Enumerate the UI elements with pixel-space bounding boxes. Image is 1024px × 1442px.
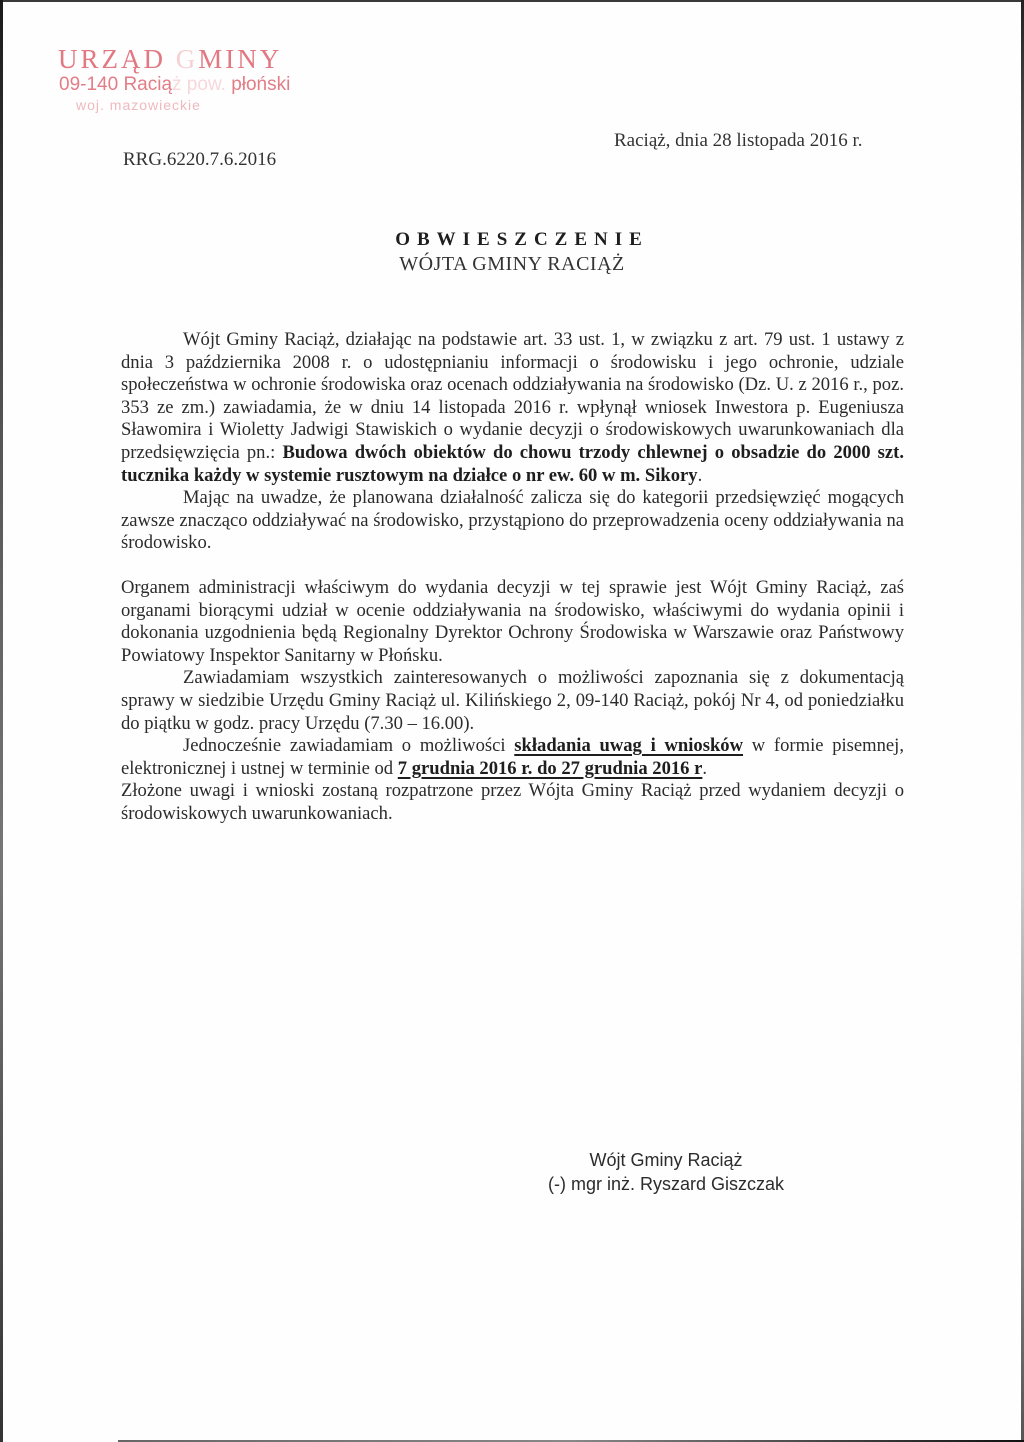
scan-edge-left: [0, 0, 3, 1442]
paragraph-assessment: Mając na uwadze, że planowana działalność zalicza się do kategorii przedsięwzięć mogących zawsze znacząco oddziaływać na środowisko, przystąpiono do przeprowadzenia oceny oddziaływania na środowisko.: [121, 487, 904, 554]
document-title: OBWIESZCZENIE: [395, 229, 649, 250]
paragraph-consideration: Złożone uwagi i wnioski zostaną rozpatrzone przez Wójta Gminy Raciąż przed wydaniem decyzji o środowiskowych uwarunkowaniach.: [121, 780, 904, 824]
comments-deadline: 7 grudnia 2016 r. do 27 grudnia 2016 r: [397, 757, 703, 779]
paragraph-text: .: [697, 464, 703, 486]
signatory-title: Wójt Gminy Raciąż: [589, 1150, 743, 1170]
office-stamp: [58, 44, 290, 114]
paragraph-text: w formie pisemnej, elektronicznej i ustnej w terminie od: [121, 735, 904, 779]
stamp-voivodeship: woj. mazowieckie: [76, 97, 201, 113]
reference-number: RRG.6220.7.6.2016: [123, 149, 277, 170]
paragraph-authorities: Organem administracji właściwym do wydania decyzji w tej sprawie jest Wójt Gminy Raciąż, zaś organami biorącymi udział w ocenie oddziaływania na środowisko, właściwymi do wydania opinii i dokonania uzgodnienia będą Regionalny Dyrektor Ochrony Środowiska w Warszawie oraz Państwowy Powiatowy Inspektor Sanitarny w Płońsku.: [121, 576, 904, 666]
signatory-name: (-) mgr inż. Ryszard Giszczak: [548, 1174, 785, 1194]
stamp-text-faded: G: [175, 44, 199, 74]
paragraph-documentation-access: Zawiadamiam wszystkich zainteresowanych o możliwości zapoznania się z dokumentacją sprawy w siedzibie Urzędu Gminy Raciąż ul. Kilińskiego 2, 09-140 Raciąż, pokój Nr 4, od poniedziałku do piątku w godz. pracy Urzędu (7.30 – 16.00).: [121, 667, 904, 734]
project-name: Budowa dwóch obiektów do chowu trzody chlewnej o obsadzie do 2000 szt. tucznika każdy w systemie rusztowym na działce o nr ew. 60 w m. Sikory: [121, 441, 904, 486]
paragraph-text: Wójt Gminy Raciąż, działając na podstawie art. 33 ust. 1, w związku z art. 79 ust. 1 ustawy z dnia 3 października 2008 r. o udostępnianiu informacji o środowisku i jego ochronie, udziale społeczeństwa w ochronie środowiska oraz ocenach oddziaływania na środowisko (Dz. U. z 2016 r., poz. 353 ze zm.) zawiadamia, że w dniu 14 listopada 2016 r. wpłynął wniosek Inwestora p. Eugeniusza Sławomira i Wioletty Jadwigi Stawiskich o wydanie decyzji o środowiskowych uwarunkowaniach dla przedsięwzięcia pn.:: [121, 329, 904, 463]
stamp-text: URZĄD: [58, 44, 166, 74]
document-subtitle: WÓJTA GMINY RACIĄŻ: [399, 253, 625, 275]
paragraph-legal-basis: [121, 329, 904, 487]
comments-highlight: składania uwag i wniosków: [514, 735, 744, 757]
stamp-address: [59, 74, 290, 96]
scan-edge-top: [0, 0, 1024, 2]
paragraph-text: Jednocześnie zawiadamiam o możliwości: [183, 735, 515, 757]
stamp-text-faded: ż pow.: [172, 74, 226, 95]
paragraph-text: .: [702, 757, 708, 779]
notice-body: [121, 329, 904, 825]
signature-block: [548, 1148, 784, 1196]
stamp-text: 09-140 Racią: [59, 74, 173, 95]
paragraph-comments-period: [121, 735, 904, 780]
place-and-date: Raciąż, dnia 28 listopada 2016 r.: [614, 130, 863, 151]
stamp-office-name: [58, 44, 290, 74]
stamp-text: płoński: [231, 74, 291, 95]
stamp-text: MINY: [198, 44, 283, 74]
